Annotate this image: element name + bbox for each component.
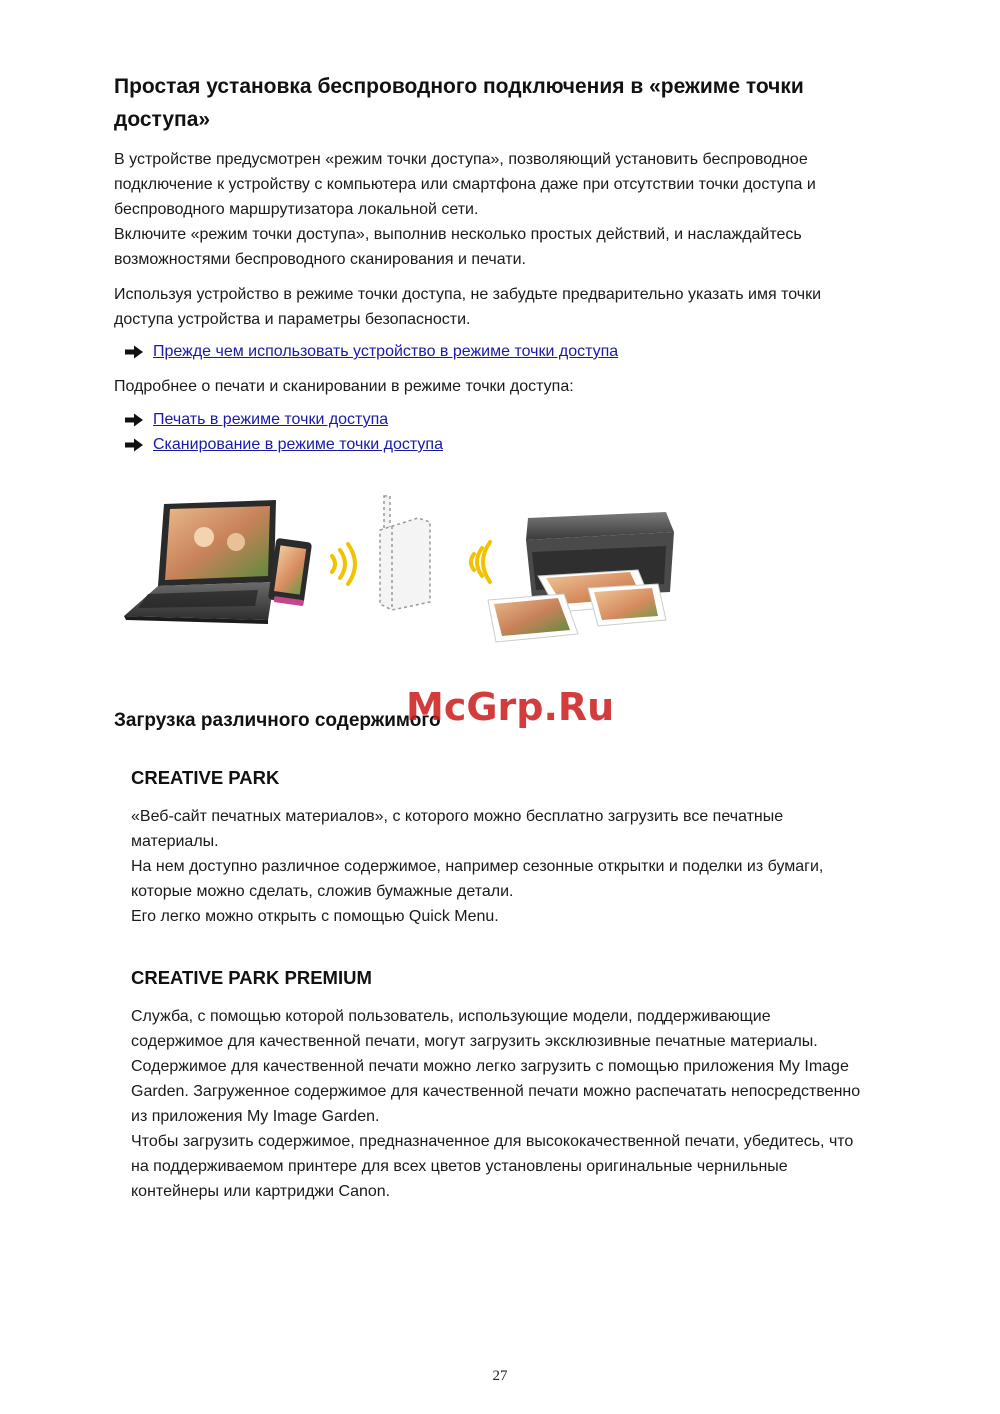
creative-park-premium-line: содержимое для качественной печати, могут загрузить эксклюзивные печатные материалы. — [131, 1033, 818, 1050]
access-point-icon — [380, 496, 430, 610]
link-row-before-use — [124, 340, 618, 364]
creative-park-premium-line: Служба, с помощью которой пользователь, использующие модели, поддерживающие — [131, 1008, 771, 1025]
creative-park-premium-line: Чтобы загрузить содержимое, предназначенное для высококачественной печати, убедитесь, что — [131, 1133, 854, 1150]
creative-park-premium-paragraph — [131, 1004, 951, 1204]
security-line: доступа устройства и параметры безопасности. — [114, 311, 471, 328]
creative-park-paragraph — [131, 804, 931, 929]
creative-park-line: материалы. — [131, 833, 219, 850]
intro-line: Включите «режим точки доступа», выполнив несколько простых действий, и наслаждайтесь — [114, 226, 802, 243]
page-number: 27 — [492, 1368, 508, 1384]
intro-line: возможностями беспроводного сканирования и печати. — [114, 251, 526, 268]
creative-park-premium-title: CREATIVE PARK PREMIUM — [131, 967, 372, 988]
watermark: McGrp.Ru — [406, 685, 615, 729]
creative-park-line: На нем доступно различное содержимое, например сезонные открытки и поделки из бумаги, — [131, 858, 824, 875]
security-paragraph — [114, 282, 914, 332]
creative-park-premium-line: контейнеры или картриджи Canon. — [131, 1183, 391, 1200]
wireless-signal-icon — [471, 542, 490, 582]
creative-park-premium-line: на поддерживаемом принтере для всех цветов установлены оригинальные чернильные — [131, 1158, 788, 1175]
creative-park-premium-line: Содержимое для качественной печати можно легко загрузить с помощью приложения My Image — [131, 1058, 849, 1075]
arrow-right-icon — [124, 438, 144, 452]
details-paragraph: Подробнее о печати и сканировании в режиме точки доступа: — [114, 378, 574, 395]
security-line: Используя устройство в режиме точки доступа, не забудьте предварительно указать имя точки — [114, 286, 822, 303]
link-before-use-access-point[interactable]: Прежде чем использовать устройство в режиме точки доступа — [153, 343, 619, 360]
intro-line: В устройстве предусмотрен «режим точки доступа», позволяющий установить беспроводное — [114, 151, 808, 168]
section-title-content-download: Загрузка различного содержимого — [114, 710, 441, 731]
link-print-access-point[interactable]: Печать в режиме точки доступа — [153, 411, 389, 428]
section-title-access-point: Простая установка беспроводного подключения в «режиме точки доступа» — [114, 75, 804, 131]
intro-line: подключение к устройству с компьютера или смартфона даже при отсутствии точки доступа и — [114, 176, 816, 193]
link-row-print — [124, 408, 388, 432]
link-row-scan — [124, 433, 443, 457]
link-scan-access-point[interactable]: Сканирование в режиме точки доступа — [153, 436, 443, 453]
arrow-right-icon — [124, 413, 144, 427]
access-point-illustration — [118, 492, 690, 652]
printer-icon — [488, 512, 674, 642]
intro-paragraph — [114, 147, 914, 272]
creative-park-title: CREATIVE PARK — [131, 767, 280, 788]
arrow-right-icon — [124, 345, 144, 359]
creative-park-premium-line: из приложения My Image Garden. — [131, 1108, 380, 1125]
creative-park-line: которые можно сделать, сложив бумажные детали. — [131, 883, 514, 900]
creative-park-line: Его легко можно открыть с помощью Quick Menu. — [131, 908, 499, 925]
creative-park-premium-line: Garden. Загруженное содержимое для качественной печати можно распечатать непосредственно — [131, 1083, 861, 1100]
laptop-icon — [124, 500, 276, 624]
creative-park-line: «Веб-сайт печатных материалов», с которого можно бесплатно загрузить все печатные — [131, 808, 784, 825]
wireless-signal-icon — [332, 544, 355, 584]
intro-line: беспроводного маршрутизатора локальной сети. — [114, 201, 479, 218]
